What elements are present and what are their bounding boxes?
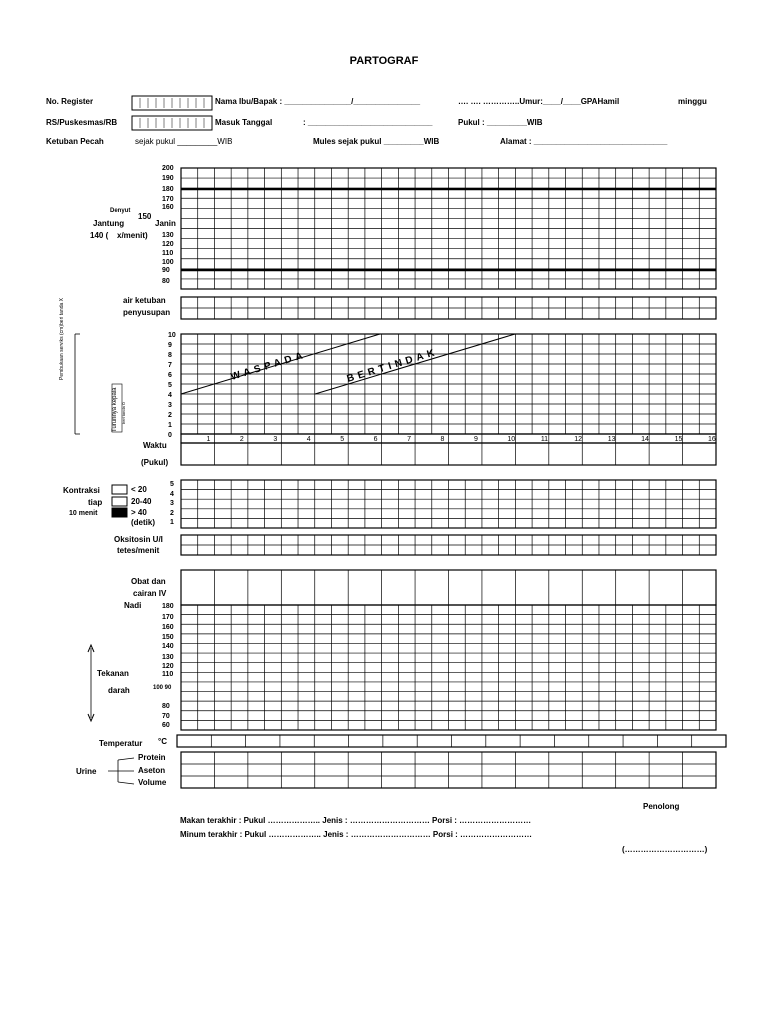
waktu-label: Waktu	[143, 441, 167, 450]
jam-label: 7	[407, 436, 411, 443]
darah-label: darah	[108, 686, 130, 695]
pembukaan-tick: 1	[168, 422, 172, 429]
denyut-label: Denyut	[110, 208, 131, 214]
celsius-label: °C	[158, 737, 167, 746]
pembukaan-tick: 2	[168, 412, 172, 419]
ketuban-label: Ketuban Pecah	[46, 137, 104, 146]
jam-label: 9	[473, 436, 478, 443]
nadi-tick: 80	[162, 703, 170, 710]
djj-tick: 190	[162, 175, 174, 182]
page-title: PARTOGRAF	[349, 55, 419, 67]
nadi-tick: 60	[162, 722, 170, 729]
temperatur-label: Temperatur	[99, 739, 143, 748]
volume-label: Volume	[138, 778, 167, 787]
jam-label: 8	[440, 436, 445, 443]
nadi-tick: 150	[162, 634, 174, 641]
pembukaan-tick: 3	[168, 402, 172, 409]
jam-label: 1	[206, 436, 211, 443]
tanda-tangan-field[interactable]: (…………………………)	[622, 845, 708, 854]
jam-label: 2	[239, 436, 244, 443]
detik-label: (detik)	[131, 518, 155, 527]
djj-tick: 180	[162, 186, 174, 193]
legend-lebih-40: > 40	[131, 508, 147, 517]
waspada-label: WASPADA	[229, 349, 308, 383]
pukul-field[interactable]: Pukul : _________WIB	[458, 118, 543, 127]
pembukaan-tick: 6	[168, 372, 172, 379]
djj-tick: 130	[162, 232, 174, 239]
air-ketuban-label: air ketuban	[123, 296, 166, 305]
urine-label: Urine	[76, 767, 97, 776]
oksitosin-label: Oksitosin U/I	[114, 535, 163, 544]
jam-label: 11	[540, 436, 549, 443]
djj-140-label: 140 (	[90, 231, 109, 240]
rs-label: RS/Puskesmas/RB	[46, 118, 118, 127]
kontraksi-tick: 5	[170, 481, 174, 488]
jam-label: 16	[708, 436, 716, 443]
jam-label: 5	[340, 436, 345, 443]
cairan-label: cairan IV	[133, 589, 167, 598]
kontraksi-tick: 2	[170, 509, 174, 517]
tiap-label: tiap	[88, 498, 103, 507]
pembukaan-tick: 0	[168, 432, 172, 439]
legend-kurang-20: < 20	[131, 485, 147, 494]
djj-tick: 100	[162, 259, 174, 266]
jam-label: 3	[273, 436, 278, 443]
pembukaan-tick: 4	[168, 392, 172, 399]
nadi-tick: 130	[162, 654, 174, 661]
nama-ibu-field[interactable]: Nama Ibu/Bapak : _______________/_______________	[215, 97, 421, 106]
tetes-label: tetes/menit	[117, 546, 160, 555]
nadi-100-90-label: 100 90	[153, 685, 172, 691]
sepuluh-menit-label: 10 menit	[69, 510, 98, 517]
nadi-tick: 110	[162, 671, 174, 678]
djj-tick: 90	[162, 267, 170, 274]
jam-label: 6	[373, 436, 378, 443]
pembukaan-tick: 7	[168, 362, 172, 369]
protein-label: Protein	[138, 753, 166, 762]
alamat-field[interactable]: Alamat : ______________________________	[500, 137, 668, 146]
tekanan-label: Tekanan	[97, 669, 129, 678]
jam-label: 4	[306, 436, 311, 443]
jantung-label: Jantung	[93, 219, 125, 228]
djj-150-label: 150	[138, 212, 152, 221]
kontraksi-tick: 1	[170, 519, 174, 527]
mules-field[interactable]: Mules sejak pukul _________WIB	[313, 137, 440, 146]
nadi-tick: 180	[162, 603, 174, 610]
djj-tick: 160	[162, 204, 174, 211]
nadi-label: Nadi	[124, 601, 142, 610]
djj-tick: 80	[162, 278, 170, 285]
kontraksi-tick: 3	[170, 500, 174, 508]
pembukaan-tick: 8	[168, 352, 172, 359]
masuk-tanggal-label: Masuk Tanggal	[215, 118, 273, 127]
jam-label: 10	[507, 436, 516, 443]
djj-tick: 110	[162, 250, 174, 257]
bertindak-label: BERTINDAK	[345, 346, 440, 385]
pukul-label: (Pukul)	[141, 458, 169, 467]
kontraksi-tick: 4	[170, 490, 174, 498]
nadi-tick: 70	[162, 713, 170, 720]
nadi-tick: 160	[162, 624, 174, 631]
no-register-label: No. Register	[46, 97, 94, 106]
jam-label: 14	[641, 436, 649, 443]
umur-field[interactable]: …. …. …………..Umur:____/____GPAHamil	[458, 97, 620, 106]
nadi-tick: 140	[162, 643, 174, 650]
turun-kepala-label: Turunnya kepala	[112, 387, 118, 432]
xmenit-label: x/menit)	[117, 231, 148, 240]
legend-20-40: 20-40	[131, 497, 152, 506]
masuk-tanggal-field[interactable]: : ____________________________	[303, 118, 433, 127]
jam-label: 13	[607, 436, 616, 443]
nadi-tick: 120	[162, 663, 174, 670]
aseton-label: Aseton	[138, 766, 166, 775]
djj-tick: 200	[162, 165, 174, 172]
nadi-tick: 170	[162, 614, 174, 621]
sejak-pukul-field[interactable]: sejak pukul _________WIB	[135, 137, 233, 146]
penyusupan-label: penyusupan	[123, 308, 171, 317]
pembukaan-tick: 9	[168, 342, 172, 349]
legend-box-black	[112, 508, 127, 517]
janin-label: Janin	[155, 219, 176, 228]
legend-box-white	[112, 485, 127, 494]
pembukaan-serviks-label: Pembukaan serviks (cm)beri tanda X	[59, 298, 65, 380]
kontraksi-label: Kontraksi	[63, 486, 100, 495]
minggu-label: minggu	[678, 97, 707, 106]
jam-label: 15	[674, 436, 683, 443]
pembukaan-tick: 10	[168, 332, 176, 339]
pembukaan-tick: 5	[168, 382, 172, 389]
makan-terakhir-field[interactable]: Makan terakhir : Pukul ……………….. Jenis : ………………………… Porsi : ………………………	[180, 816, 532, 825]
jam-label: 12	[574, 436, 583, 443]
minum-terakhir-field[interactable]: Minum terakhir : Pukul ……………….. Jenis : ………………………… Porsi : ………………………	[180, 830, 533, 839]
obat-label: Obat dan	[131, 577, 166, 586]
djj-tick: 120	[162, 241, 174, 248]
legend-box-hatched	[112, 497, 127, 506]
beri-tanda-o-label: beri tanda O	[121, 401, 126, 424]
djj-tick: 170	[162, 196, 174, 203]
penolong-label: Penolong	[643, 802, 680, 811]
